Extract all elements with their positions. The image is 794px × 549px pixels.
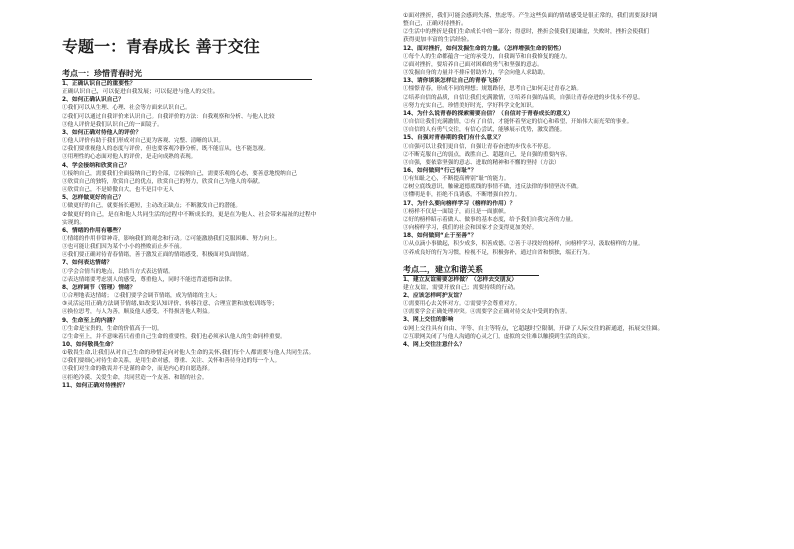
text-line: ④欣赏自己，不是娇傲自大，也不是目中无人 [62,187,174,194]
section-heading: 考点二，建立和谐关系 [403,264,539,276]
text-line: ③自强，要依靠坚强的意志、进取的精神和不懈的坚持（方法） [403,159,560,166]
question-heading: 17、为什么要向榜样学习（榜样的作用）？ [403,200,516,207]
text-line: ①做更好的自己，就要扬长避短，主动改正缺点；不断激发自己的潜能。 [62,203,242,210]
text-line: ③向榜样学习，我们的社会和国家才会变得更加美好。 [403,225,538,232]
question-heading: 9、生命至上的内涵？ [62,317,119,324]
text-line: ③他人评价是我们认识自己的一面镜子。 [62,121,163,128]
text-line: 获得更加丰富的生活经验。 [403,37,473,44]
text-line: ④拒绝冷漠、关爱生命，共同营造一个友善、和谐的社会。 [62,374,208,381]
question-heading: 7、如何表达情绪？ [62,260,113,267]
text-line: ②不断克服自己的弱点，战胜自己、超越自己，是自强的重要内容。 [403,151,571,158]
text-line: ③需要学会正确处理冲突。④需要学会正确对待交友中受到的伤害。 [403,309,571,316]
text-line: ①接纳自己，需要我们全面接纳自己的全部，②接纳自己，需要乐观的心态，要善意地悦纳自己 [62,170,297,177]
text-line: ④换位思考，与人为善，顺及他人感受，不得损害他人利益。 [62,309,214,316]
text-line: ②面对挫折，要培养自己面对困难的勇气和坚强的意志。 [403,61,543,68]
text-line: ③灵活运用正确方法调节情绪,如改变认知评价、转移注意、合理宣泄和放松训练等； [62,301,278,308]
text-line: ③我们对生命的敬畏并不是谨的命令，而是内心的自愿选择。 [62,366,214,373]
text-line: 建立友谊，需要开放自己；需要持续的行动。 [403,284,519,291]
text-line: ③发掘自身的力量并不排斥借助外力，学会向他人求助助。 [403,70,549,77]
text-line: 实现的。 [62,219,86,226]
question-heading: 2、应该怎样呵护友谊？ [403,293,466,299]
text-line: ④努力充实自己，珍惜美好时光，学好科学文化知识。 [403,102,538,109]
text-line: ②做更好的自己，是在和他人共同生活的过程中不断成长的，更是在为他人、社会带来福祉的过程中 [62,211,317,218]
text-line: 正确认识自己，可以促进自我发展；可以促进与他人的交往。 [62,89,219,96]
text-line: ①生命是宝贵的，生命的价值高于一切。 [62,325,163,332]
text-line: ②表达情绪要考虑别人的感受，尊重他人，同时不能违背道德和法律。 [62,276,236,283]
question-heading: 14、为什么说青春的探索需要自信？（自信对于青春成长的意义） [403,110,574,117]
text-line: ①网上交往具有自由、平等、自主等特点，它超越时空限制，开辟了人际交往的新通道，拓展交往圈。 [403,325,664,332]
section-heading: 考点一：珍惜青春时光 [62,68,312,80]
question-heading: 2、如何正确认识自己？ [62,97,125,104]
left-column [62,37,392,390]
question-heading: 4、网上交往注意什么？ [403,341,466,348]
text-line: ①有知耻之心，不断提高辨别“耻”的能力。 [403,176,510,183]
text-line: ①自强可以让我们更自信，自强让青春奋进的步伐永不停息。 [403,143,555,150]
text-line: ③养成良好的行为习惯，检视不足，积极弥补，通过自省和慎独，端正行为。 [403,249,594,256]
text-line: ④我们要正确对待青春情绪，善于激发正面的情绪感受，积极面对负面情绪。 [62,252,253,259]
question-heading: 3、网上交往的影响 [403,317,454,324]
question-heading: 12、面对挫折，如何发掘生命的力量。（怎样增强生命的韧性） [403,45,565,52]
text-line: ①需要用心去关怀对方。②需要学会尊重对方。 [403,301,521,308]
text-line: ①他人评价有助于我们形成对自己更为客观、完整、清晰的认识。 [62,138,225,145]
text-line: ②树立底线意识，触碰道德底线的事情不做，违反法律的事情坚决不做。 [403,184,583,191]
right-column [403,12,741,349]
text-line: 整自己，正确对待挫折。 [403,21,467,28]
question-heading: 1、建立友谊需要怎样做？（怎样去交朋友） [403,276,518,283]
text-line: ③懂明是非，拒绝不良诱惑，不断增强自控力。 [403,192,521,199]
question-heading: 1、正确认识自己的重要性？ [62,81,136,87]
text-line: ③也可能让我们因为某个小小的挫败而止步不前。 [62,244,186,251]
text-line: ③自信的人有勇气交往，有信心尝试，能够展示优势，激发潜能。 [403,127,566,134]
text-line: ②培养自信的品质，自信让我们充满激情，③培养自强的品质，自强让青春奋进的步伐永不停息。 [403,94,644,101]
text-line: ①榜样不仅是一面镜子，而且是一面旗帜。 [403,208,510,215]
left-column-body [62,61,392,390]
text-line: ③欣赏自己的独特，欣赏自己的优点，欣赏自己的努力，欣赏自己为他人的奉献。 [62,178,264,185]
text-line: ①敬畏生命,让我们从对自己生命的珍惜走向对他人生命的关怀,我们每个人都需要与他人共同生活。 [62,350,315,357]
question-heading: 8、怎样调节（管理）情绪？ [62,284,136,291]
page-title: 专题一：青春成长 善于交往 [62,37,260,56]
question-heading: 16、如何做到“行己有耻”？ [403,167,477,174]
question-heading: 3、如何正确对待他人的评价？ [62,129,142,136]
text-line: ①自信让我们充满激情，②有了自信，才能怀着坚定的信心和希望，开始伟大而光荣的事业。 [403,119,633,126]
text-line: ①合理地表达情绪； ②我们要学会调节情绪，成为情绪的主人； [62,293,221,300]
text-line: ①从点滴小事做起，积少成多，积善成德。②善于寻找好的榜样，向榜样学习，汲取榜样的力量。 [403,241,644,248]
question-heading: 5、怎样做更好的自己？ [62,195,125,202]
question-heading: 13、请你谈谈怎样让自己的青春飞扬？ [403,78,504,85]
text-line: ①学会合情当的地点，以恰当方式表达情绪。 [62,268,174,275]
text-line: ②生命至上，并不意味着只看重自己生命的重要性，我们也必须承认他人的生命同样重要。 [62,333,286,340]
text-line: ②我们要细心对待生命关系，是用生命对感，尊重、关注、关怀和善待身边的每一个人。 [62,358,281,365]
right-column-body [403,12,741,349]
question-heading: 4、学会接纳和欣赏自己？ [62,162,130,169]
text-line: ①情绪的作用非常神奇，影响我们的观念和行动。②可能激励我们克服困难、努力向上。 [62,235,281,242]
text-line: ③用理性的心态面对他人的评价，是走向成熟的表现。 [62,154,197,161]
text-line: ①面对挫折，我们可能会感到失落、焦虑等。产生这些负面的情绪感受是很正常的，我们需要及时调 [403,13,658,19]
text-line: ②好的榜样昭示着做人、做事的基本态度，给予我们自我完善的力量。 [403,216,577,223]
text-line: ②我们可以通过自我评价来认识自己。自我评价的方法：自我观察和分析、与他人比较 [62,113,275,120]
text-line: ①憧憬青春，形成不同的理想；规划路径，思考自己如何走过青春之路。 [403,86,583,93]
question-heading: 15、自强对青春期的我们有什么意义？ [403,135,504,142]
text-line: ②互联网关闭了与他人沟通的心灵之门，虚拟的交往难以触摸到生活的真实。 [403,333,594,340]
question-heading: 6、情绪的作用有哪些？ [62,227,125,234]
text-line: ①我们可以从生理、心理、社会等方面来认识自己。 [62,105,191,112]
question-heading: 18、如何做到“止于至善”？ [403,233,477,240]
question-heading: 11、如何正确对待挫折？ [62,382,129,389]
question-heading: 10、如何敬畏生命？ [62,342,117,348]
text-line: ②我们要重视他人的态度与评价，但也要客观冷静分析，既不能盲从，也不能忽视。 [62,146,269,153]
text-line: ②生活中的挫折是我们生命成长中的一部分；得意时，挫折会使我们更谦虚，失败时，挫折会使我们 [403,29,650,36]
text-line: ①每个人的生命都蕴含一定的承受力，自我调节和自我修复的能力。 [403,53,571,60]
